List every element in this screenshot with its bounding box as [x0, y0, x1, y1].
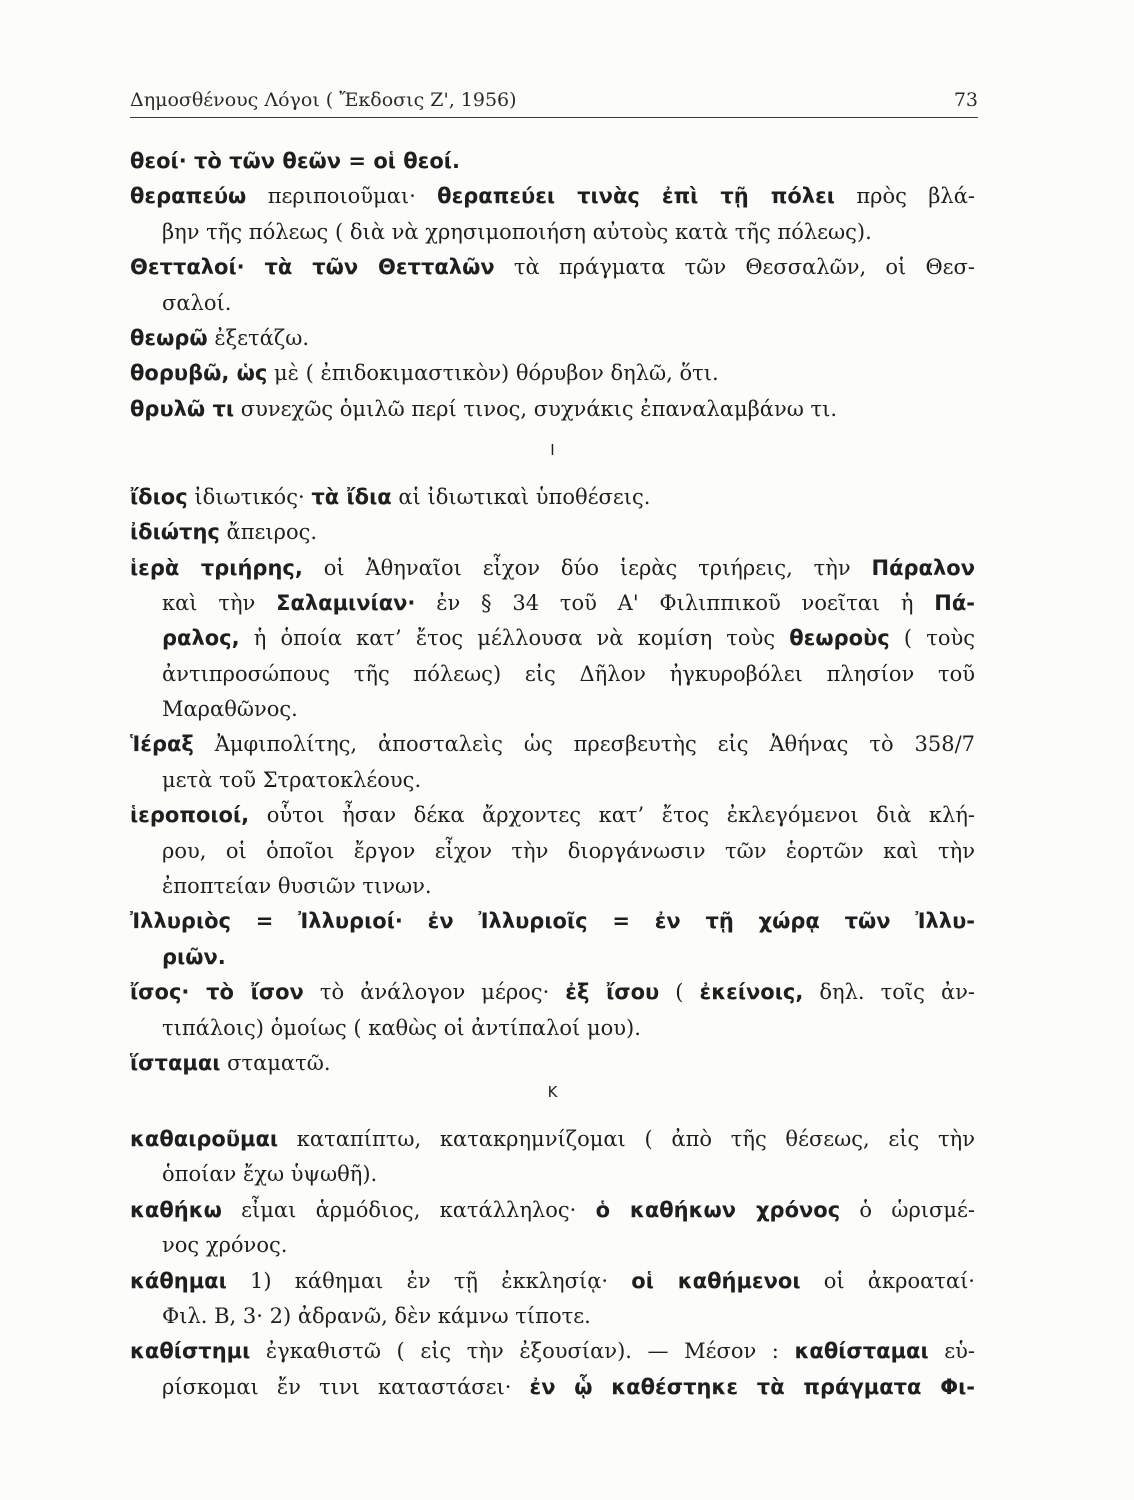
definition-text: εἶμαι ἁρμόδιος, κατάλληλος·: [221, 1197, 596, 1222]
headword: θεοί· τὸ τῶν θεῶν = οἱ θεοί.: [130, 149, 460, 173]
glossary-entry: [130, 1334, 975, 1405]
definition-text: νος χρόνος.: [162, 1233, 288, 1258]
entry-line: [130, 975, 975, 1010]
headword: καθίσταμαι: [794, 1339, 929, 1364]
entry-line: [130, 657, 975, 692]
entry-line: [130, 1264, 975, 1299]
glossary-entry: [130, 1193, 975, 1264]
definition-text: 1) κάθημαι ἐν τῇ ἐκκλησίᾳ·: [226, 1268, 632, 1293]
headword: θεωροὺς: [789, 626, 890, 651]
definition-text: τὰ πράγματα τῶν Θεσσαλῶν, οἱ Θεσ-: [494, 255, 975, 280]
headword: ἐκείνοις,: [699, 980, 804, 1005]
section-letter: Ι: [550, 440, 555, 459]
definition-text: σαλοί.: [162, 290, 232, 315]
glossary-entry: [130, 798, 975, 904]
entry-line: [130, 692, 975, 727]
entry-line: [130, 1046, 975, 1081]
entry-line: [130, 1299, 975, 1334]
entry-line: [130, 763, 975, 798]
definition-text: καὶ τὴν: [162, 590, 277, 615]
definition-text: Φιλ. Β, 3· 2) ἀδρανῶ, δὲν κάμνω τίποτε.: [162, 1303, 591, 1328]
glossary-entry: [130, 904, 975, 975]
entry-line: [130, 286, 975, 321]
glossary-entry: [130, 551, 975, 728]
entry-line: [130, 904, 975, 939]
definition-text: τιπάλοις) ὁμοίως ( καθὼς οἱ ἀντίπαλοί μου).: [162, 1015, 641, 1040]
glossary-entry: [130, 1264, 975, 1335]
headword: ἱεροποιοί,: [130, 803, 250, 828]
definition-text: καταπίπτω, κατακρημνίζομαι ( ἀπὸ τῆς θέσεως, εἰς τὴν: [278, 1126, 975, 1151]
headword: ἴδιος: [130, 484, 188, 509]
entry-line: [130, 1011, 975, 1046]
definition-text: (: [659, 980, 700, 1005]
definition-text: ( τοὺς: [889, 626, 975, 651]
headword: θορυβῶ, ὡς: [130, 361, 268, 386]
section-letter: Κ: [547, 1082, 558, 1101]
glossary-entry: [130, 975, 975, 1046]
entry-line: [130, 940, 975, 975]
headword: ἱερὰ τριήρης,: [130, 555, 303, 580]
entry-line: [130, 392, 975, 427]
definition-text: αἱ ἰδιωτικαὶ ὑποθέσεις.: [391, 484, 651, 509]
definition-text: ἰδιωτικός·: [187, 484, 312, 509]
headword: θεραπεύω: [130, 184, 247, 209]
entry-line: [130, 1122, 975, 1157]
definition-text: οἱ Ἀθηναῖοι εἶχον δύο ἱερὰς τριήρεις, τὴν: [302, 555, 872, 580]
headword: Θετταλοί· τὰ τῶν Θετταλῶν: [130, 255, 495, 280]
headword: Ἰλλυριὸς = Ἰλλυριοί· ἐν Ἰλλυριοῖς = ἐν τῇ χώρᾳ τῶν Ἰλλυ-: [130, 909, 975, 934]
definition-text: ρου, οἱ ὁποῖοι ἔργον εἶχον τὴν διοργάνωσιν τῶν ἑορτῶν καὶ τὴν: [162, 838, 975, 863]
section-heading: [130, 1081, 975, 1122]
entry-line: [130, 621, 975, 656]
entry-line: [130, 551, 975, 586]
definition-text: συνεχῶς ὁμιλῶ περί τινος, συχνάκις ἐπαναλαμβάνω τι.: [234, 396, 838, 421]
headword: ἵσταμαι: [130, 1050, 221, 1075]
entry-line: [130, 798, 975, 833]
headword: Ἱέραξ: [130, 732, 194, 757]
headword: θεωρῶ: [130, 325, 208, 350]
headword: ἴσος· τὸ ἴσον: [130, 980, 304, 1005]
definition-text: ἐξετάζω.: [207, 325, 310, 350]
definition-text: μετὰ τοῦ Στρατοκλέους.: [162, 767, 422, 792]
definition-text: ἐποπτείαν θυσιῶν τινων.: [162, 874, 432, 899]
headword: θεραπεύει τινὰς ἐπὶ τῇ πόλει: [437, 184, 835, 209]
running-header: [130, 88, 978, 118]
definition-text: ἐν § 34 τοῦ Α' Φιλιππικοῦ νοεῖται ἡ: [415, 590, 935, 615]
headword: Πάραλον: [871, 555, 975, 580]
definition-text: ρίσκομαι ἔν τινι καταστάσει·: [162, 1374, 530, 1399]
glossary-entry: [130, 356, 975, 391]
entry-line: [130, 356, 975, 391]
definition-text: ἀντιπροσώπους τῆς πόλεως) εἰς Δῆλον ἠγκυροβόλει πλησίον τοῦ: [162, 661, 975, 686]
entry-line: [130, 586, 975, 621]
headword: καθίστημι: [130, 1339, 251, 1364]
headword: θρυλῶ τι: [130, 396, 235, 421]
glossary-entry: [130, 1046, 975, 1081]
entry-line: [130, 515, 975, 550]
definition-text: ἐγκαθιστῶ ( εἰς τὴν ἐξουσίαν). — Μέσον :: [250, 1339, 795, 1364]
definition-text: Ἀμφιπολίτης, ἀποσταλεὶς ὡς πρεσβευτὴς εἰς Ἀθήνας τὸ 358/7: [193, 732, 975, 757]
entry-line: [130, 1157, 975, 1192]
glossary-body: [130, 144, 975, 1405]
page-title: Δημοσθένους Λόγοι ( Ἔκδοσις Ζ', 1956): [130, 89, 517, 111]
glossary-entry: [130, 515, 975, 550]
headword: τὰ ἴδια: [311, 484, 392, 509]
headword: καθαιροῦμαι: [130, 1126, 279, 1151]
headword: ριῶν.: [162, 944, 226, 969]
entry-line: [130, 215, 975, 250]
headword: ραλος,: [162, 626, 240, 651]
definition-text: ὁ ὡρισμέ-: [840, 1197, 975, 1222]
definition-text: περιποιοῦμαι·: [246, 184, 438, 209]
definition-text: οὗτοι ἦσαν δέκα ἄρχοντες κατ’ ἔτος ἐκλεγόμενοι διὰ κλή-: [249, 803, 975, 828]
glossary-entry: [130, 321, 975, 356]
entry-line: [130, 869, 975, 904]
definition-text: ἡ ὁποία κατ’ ἔτος μέλλουσα νὰ κομίση τοὺς: [239, 626, 790, 651]
entry-line: [130, 480, 975, 515]
definition-text: Μαραθῶνος.: [162, 697, 298, 722]
definition-text: σταματῶ.: [220, 1050, 331, 1075]
glossary-entry: [130, 1122, 975, 1193]
definition-text: δηλ. τοῖς ἀν-: [803, 980, 975, 1005]
glossary-entry: [130, 250, 975, 321]
entry-line: [130, 1193, 975, 1228]
headword: ἐξ ἴσου: [565, 980, 660, 1005]
glossary-entry: [130, 727, 975, 798]
headword: ὁ καθήκων χρόνος: [595, 1197, 841, 1222]
glossary-entry: [130, 144, 975, 179]
headword: ἰδιώτης: [130, 520, 220, 545]
headword: κάθημαι: [130, 1268, 227, 1293]
glossary-entry: [130, 480, 975, 515]
definition-text: εὑ-: [928, 1339, 975, 1364]
definition-text: οἱ ἀκροαταί·: [800, 1268, 975, 1293]
entry-line: [130, 179, 975, 214]
definition-text: ὁποίαν ἔχω ὑψωθῆ).: [162, 1162, 378, 1187]
section-heading: [130, 427, 975, 480]
glossary-entry: [130, 179, 975, 250]
definition-text: τὸ ἀνάλογον μέρος·: [303, 980, 566, 1005]
entry-line: [130, 144, 975, 179]
definition-text: βην τῆς πόλεως ( διὰ νὰ χρησιμοποιήση αὐτοὺς κατὰ τῆς πόλεως).: [162, 219, 872, 244]
entry-line: [130, 321, 975, 356]
definition-text: πρὸς βλά-: [834, 184, 975, 209]
headword: Σαλαμινίαν·: [276, 590, 416, 615]
headword: οἱ καθήμενοι: [631, 1268, 801, 1293]
definition-text: ἄπειρος.: [219, 520, 318, 545]
entry-line: [130, 834, 975, 869]
entry-line: [130, 1370, 975, 1405]
glossary-entry: [130, 392, 975, 427]
entry-line: [130, 1334, 975, 1369]
entry-line: [130, 727, 975, 762]
page-number: 73: [953, 89, 978, 111]
entry-line: [130, 250, 975, 285]
entry-line: [130, 1228, 975, 1263]
headword: ἐν ᾧ καθέστηκε τὰ πράγματα Φι-: [529, 1374, 975, 1399]
headword: Πά-: [934, 590, 975, 615]
headword: καθήκω: [130, 1197, 222, 1222]
definition-text: μὲ ( ἐπιδοκιμαστικὸν) θόρυβον δηλῶ, ὅτι.: [267, 361, 719, 386]
